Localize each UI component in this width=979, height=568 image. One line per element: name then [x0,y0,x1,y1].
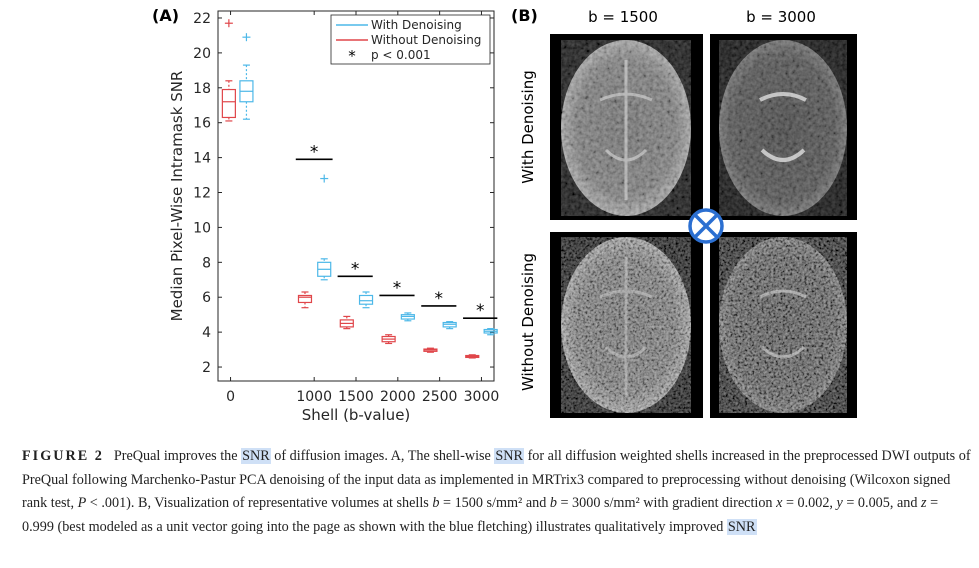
box-with-denoising [360,292,373,308]
box-without-denoising [298,292,311,308]
caption-text: b [432,495,440,511]
y-tick-label: 18 [193,80,211,97]
box-iqr [360,295,373,304]
caption-text: = 0.999 (best modeled as a unit vector going into the page as shown with the blue fletching) illustrates qualitatively improved [22,495,939,535]
box-without-denoising [382,335,395,344]
x-tick-label: 2000 [379,389,416,405]
x-tick-label: 2500 [421,389,458,405]
y-tick-label: 16 [193,115,211,132]
box-with-denoising [401,313,414,321]
y-tick-label: 22 [193,10,211,27]
y-tick-label: 4 [202,325,211,342]
mri-tile-without-denoising-b1500 [550,232,703,418]
caption-text: y [836,495,843,511]
caption-highlight: SNR [495,448,524,464]
legend-label: With Denoising [371,18,462,32]
caption-text: b [549,495,557,511]
figure-label: FIGURE 2 [22,448,104,464]
mri-tile-with-denoising-b1500 [550,34,703,220]
x-tick-label: 0 [226,389,236,405]
box-with-denoising [443,322,456,329]
legend-label: p < 0.001 [371,48,431,62]
column-label-b3000: b = 3000 [746,8,816,26]
y-tick-label: 6 [202,290,211,307]
column-label-b1500: b = 1500 [588,8,658,26]
box-without-denoising [340,316,353,328]
y-tick-label: 10 [193,220,211,237]
box-iqr [298,295,311,302]
panel-a-label: (A) [152,6,180,25]
caption-highlight: SNR [242,448,270,464]
x-tick-label: 1000 [296,389,333,405]
caption-body [22,448,971,535]
row-label-without-denoising: Without Denoising [519,252,537,392]
significance-star: * [392,278,402,299]
significance-star: * [475,301,485,322]
x-tick-label: 1500 [338,389,374,405]
gradient-direction-fletching-icon [690,210,722,242]
caption-text: = 0.002, [782,495,837,511]
figure-caption [22,445,972,539]
y-tick-label: 12 [193,185,211,202]
significance-star: * [350,259,360,280]
box-without-denoising [466,355,479,358]
significance-star: * [309,142,319,163]
caption-text: < .001). B, Visualization of representative volumes at shells [86,495,433,511]
legend-label: Without Denoising [371,33,482,47]
box-with-denoising [484,329,497,335]
mri-tile-without-denoising-b3000 [710,232,857,418]
box-without-denoising [424,348,437,352]
box-without-denoising [222,19,235,121]
y-tick-label: 2 [202,360,211,377]
significance-star: * [434,288,444,309]
x-tick-label: 3000 [463,389,500,405]
y-tick-label: 14 [193,150,211,167]
caption-highlight: SNR [727,518,756,535]
y-tick-label: 20 [193,45,211,62]
caption-text: x [776,495,783,511]
caption-text: = 0.005, and [842,495,921,511]
caption-text: = 1500 s/mm² and [439,495,550,511]
x-axis-label: Shell (b-value) [301,406,411,424]
box-with-denoising [240,33,253,119]
legend-star: * [348,47,356,65]
y-tick-label: 8 [202,255,211,272]
caption-text: P [77,495,87,511]
mri-tile-with-denoising-b3000 [710,34,857,220]
caption-text: z [920,495,927,511]
caption-text: = 3000 s/mm² with gradient direction [556,495,777,511]
plot-frame [218,11,494,381]
legend [331,15,490,65]
panel-b-label: (B) [511,6,538,25]
box-iqr [222,90,235,118]
y-axis-label: Median Pixel-Wise Intramask SNR [168,70,186,322]
caption-text: PreQual improves the [113,448,242,464]
caption-text: for all diffusion weighted shells increased in the preprocessed DWI outputs of PreQual following Marchenko-Pastur PCA denoising of the input data as implemented in MRTrix3 compared to preprocessing without denoising (Wilcoxon signed rank test, [22,448,971,511]
caption-text: of diffusion images. A, The shell-wise [270,448,495,464]
box-with-denoising [318,175,331,280]
row-label-with-denoising: With Denoising [519,70,537,184]
snr-boxplot [168,11,499,424]
